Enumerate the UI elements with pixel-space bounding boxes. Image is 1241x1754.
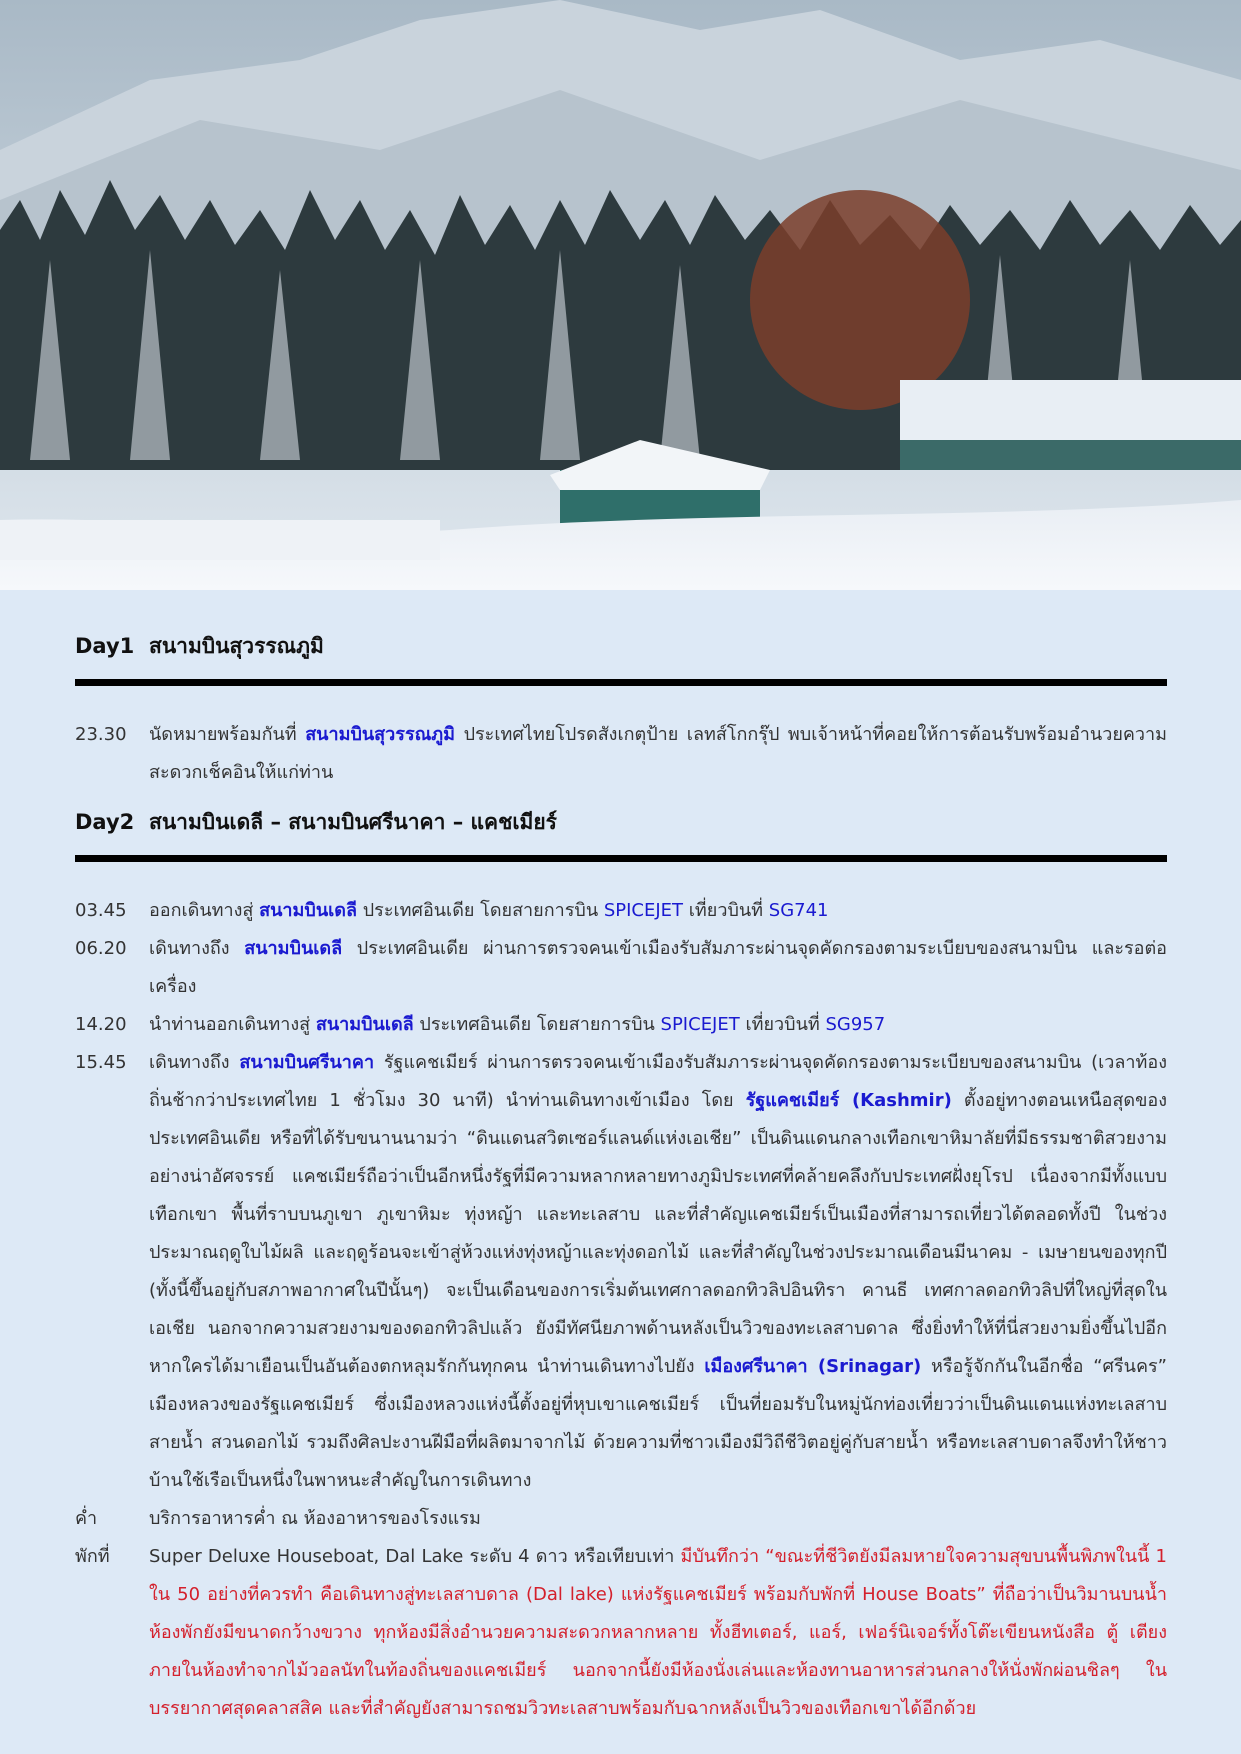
description [149,930,1167,1006]
schedule-row [75,1006,1167,1044]
highlight: SPICEJET [603,900,684,921]
time: 06.20 [75,938,127,959]
schedule-row [75,1500,1167,1538]
time: 23.30 [75,724,127,745]
text: ประเทศไทยโปรดสังเกตุป้าย เลทส์โกกรุ๊ป พบเจ้าหน้าที่คอยให้การต้อนรับพร้อมอำนวยความสะดวกเช็คอินให้แก่ท่าน [149,724,1167,783]
highlight: รัฐแคชเมียร์ (Kashmir) [745,1090,952,1111]
text: ประเทศอินเดีย โดยสายการบิน [357,900,604,921]
time: 15.45 [75,1052,127,1073]
time: 03.45 [75,900,127,921]
description [149,1006,1167,1044]
highlight: SPICEJET [660,1014,740,1035]
highlight-red: มีบันทึกว่า “ขณะที่ชีวิตยังมีลมหายใจความสุขบนพื้นพิภพในนี้ 1 ใน 50 อย่างที่ควรทำ คือเดินทางสู่ทะเลสาบดาล (Dal lake) แห่งรัฐแคชเมียร์ พร้อมกับพักที่ House Boats” ที่ถือว่าเป็นวิมานบนน้ำ ห้องพักยังมีขนาดกว้างขวาง ทุกห้องมีสิ่งอำนวยความสะดวกหลากหลาย ทั้งฮีทเตอร์, แอร์, เฟอร์นิเจอร์ทั้งโต๊ะเขียนหนังสือ ตู้ เตียง ภายในห้องทำจากไม้วอลนัทในท้องถิ่นของแคชเมียร์ นอกจากนี้ยังมีห้องนั่งเล่นและห้องทานอาหารส่วนกลางให้นั่งพักผ่อนชิลๆ ในบรรยากาศสุดคลาสสิค และที่สำคัญยังสามารถชมวิวทะเลสาบพร้อมกับฉากหลังเป็นวิวของเทือกเขาได้อีกด้วย [149,1546,1167,1719]
day2-header [75,806,1167,862]
text: รัฐแคชเมียร์ ผ่านการตรวจคนเข้าเมืองรับสัมภาระผ่านจุดคัดกรองตามระเบียบของสนามบิน (เวลาท้องถิ่นช้ากว่าประเทศไทย 1 ชั่วโมง 30 นาที) นำท่านเดินทางเข้าเมือง โดย [149,1052,1167,1111]
text: นัดหมายพร้อมกันที่ [149,724,306,745]
text: เที่ยวบินที่ [683,900,769,921]
day-title: สนามบินเดลี – สนามบินศรีนาคา – แคชเมียร์ [149,810,557,834]
highlight: สนามบินสุวรรณภูมิ [305,724,456,745]
text: เที่ยวบินที่ [739,1014,826,1035]
schedule-row [75,1044,1167,1500]
hero-image [0,0,1241,590]
text: Super Deluxe Houseboat, Dal Lake ระดับ 4 ดาว หรือเทียบเท่า [149,1546,681,1567]
day-title: สนามบินสุวรรณภูมิ [149,634,324,658]
schedule-row [75,1538,1167,1728]
text: นำท่านออกเดินทางสู่ [149,1014,316,1035]
highlight: สนามบินเดลี [315,1014,414,1035]
description [149,1538,1167,1728]
day-label: Day1 [75,634,135,658]
description [149,892,1167,930]
time: ค่ำ [75,1508,98,1529]
highlight: SG957 [825,1014,886,1035]
highlight: สนามบินศรีนาคา [239,1052,375,1073]
description: บริการอาหารค่ำ ณ ห้องอาหารของโรงแรม [149,1508,481,1529]
text: ออกเดินทางสู่ [149,900,260,921]
text: ประเทศอินเดีย ผ่านการตรวจคนเข้าเมืองรับสัมภาระผ่านจุดคัดกรองตามระเบียบของสนามบิน และรอต่อเครื่อง [149,938,1167,997]
day1-header [75,630,1167,686]
highlight: เมืองศรีนาคา (Srinagar) [704,1356,922,1377]
text: ตั้งอยู่ทางตอนเหนือสุดของประเทศอินเดีย หรือที่ได้รับขนานนามว่า “ดินแดนสวิตเซอร์แลนด์แห่งเอเชีย” เป็นดินแดนกลางเทือกเขาหิมาลัยที่มีธรรมชาติสวยงามอย่างน่าอัศจรรย์ แคชเมียร์ถือว่าเป็นอีกหนึ่งรัฐที่มีความหลากหลายทางภูมิประเทศที่คล้ายคลึงกับประเทศฝั่งยุโรป เนื่องจากมีทั้งแบบเทือกเขา พื้นที่ราบบนภูเขา ภูเขาหิมะ ทุ่งหญ้า และทะเลสาบ และที่สำคัญแคชเมียร์เป็นเมืองที่สามารถเที่ยวได้ตลอดทั้งปี ในช่วงประมาณฤดูใบไม้ผลิ และฤดูร้อนจะเข้าสู่ห้วงแห่งทุ่งหญ้าและทุ่งดอกไม้ และที่สำคัญในช่วงประมาณเดือนมีนาคม - เมษายนของทุกปี (ทั้งนี้ขึ้นอยู่กับสภาพอากาศในปีนั้นๆ) จะเป็นเดือนของการเริ่มต้นเทศกาลดอกทิวลิปอินทิรา คานธี เทศกาลดอกทิวลิปที่ใหญ่ที่สุดในเอเชีย นอกจากความสวยงามของดอกทิวลิปแล้ว ยังมีทัศนียภาพด้านหลังเป็นวิวของทะเลสาบดาล ซึ่งยิ่งทำให้ที่นี่สวยงามยิ่งขึ้นไปอีก หากใครได้มาเยือนเป็นอันต้องตกหลุมรักกันทุกคน นำท่านเดินทางไปยัง [149,1090,1167,1377]
description [149,1044,1167,1500]
schedule-row [75,930,1167,1006]
itinerary [75,630,1167,1728]
schedule-row [75,716,1167,792]
highlight: SG741 [768,900,829,921]
text: เดินทางถึง [149,1052,240,1073]
description [149,716,1167,792]
winter-landscape-photo [0,0,1241,590]
text: เดินทางถึง [149,938,245,959]
text: หรือรู้จักกันในอีกชื่อ “ศรีนคร” เมืองหลวงของรัฐแคชเมียร์ ซึ่งเมืองหลวงแห่งนี้ตั้งอยู่ที่หุบเขาแคชเมียร์ เป็นที่ยอมรับในหมู่นักท่องเที่ยวว่าเป็นดินแดนแห่งทะเลสาบ สายน้ำ สวนดอกไม้ รวมถึงศิลปะงานฝีมือที่ผลิตมาจากไม้ ด้วยความที่ชาวเมืองมีวิถีชีวิตอยู่คู่กับสายน้ำ หรือทะเลสาบดาลจึงทำให้ชาวบ้านใช้เรือเป็นหนึ่งในพาหนะสำคัญในการเดินทาง [149,1356,1167,1491]
day-label: Day2 [75,810,135,834]
highlight: สนามบินเดลี [259,900,358,921]
time: พักที่ [75,1546,110,1567]
schedule-row [75,892,1167,930]
text: ประเทศอินเดีย โดยสายการบิน [413,1014,661,1035]
time: 14.20 [75,1014,127,1035]
highlight: สนามบินเดลี [244,938,343,959]
